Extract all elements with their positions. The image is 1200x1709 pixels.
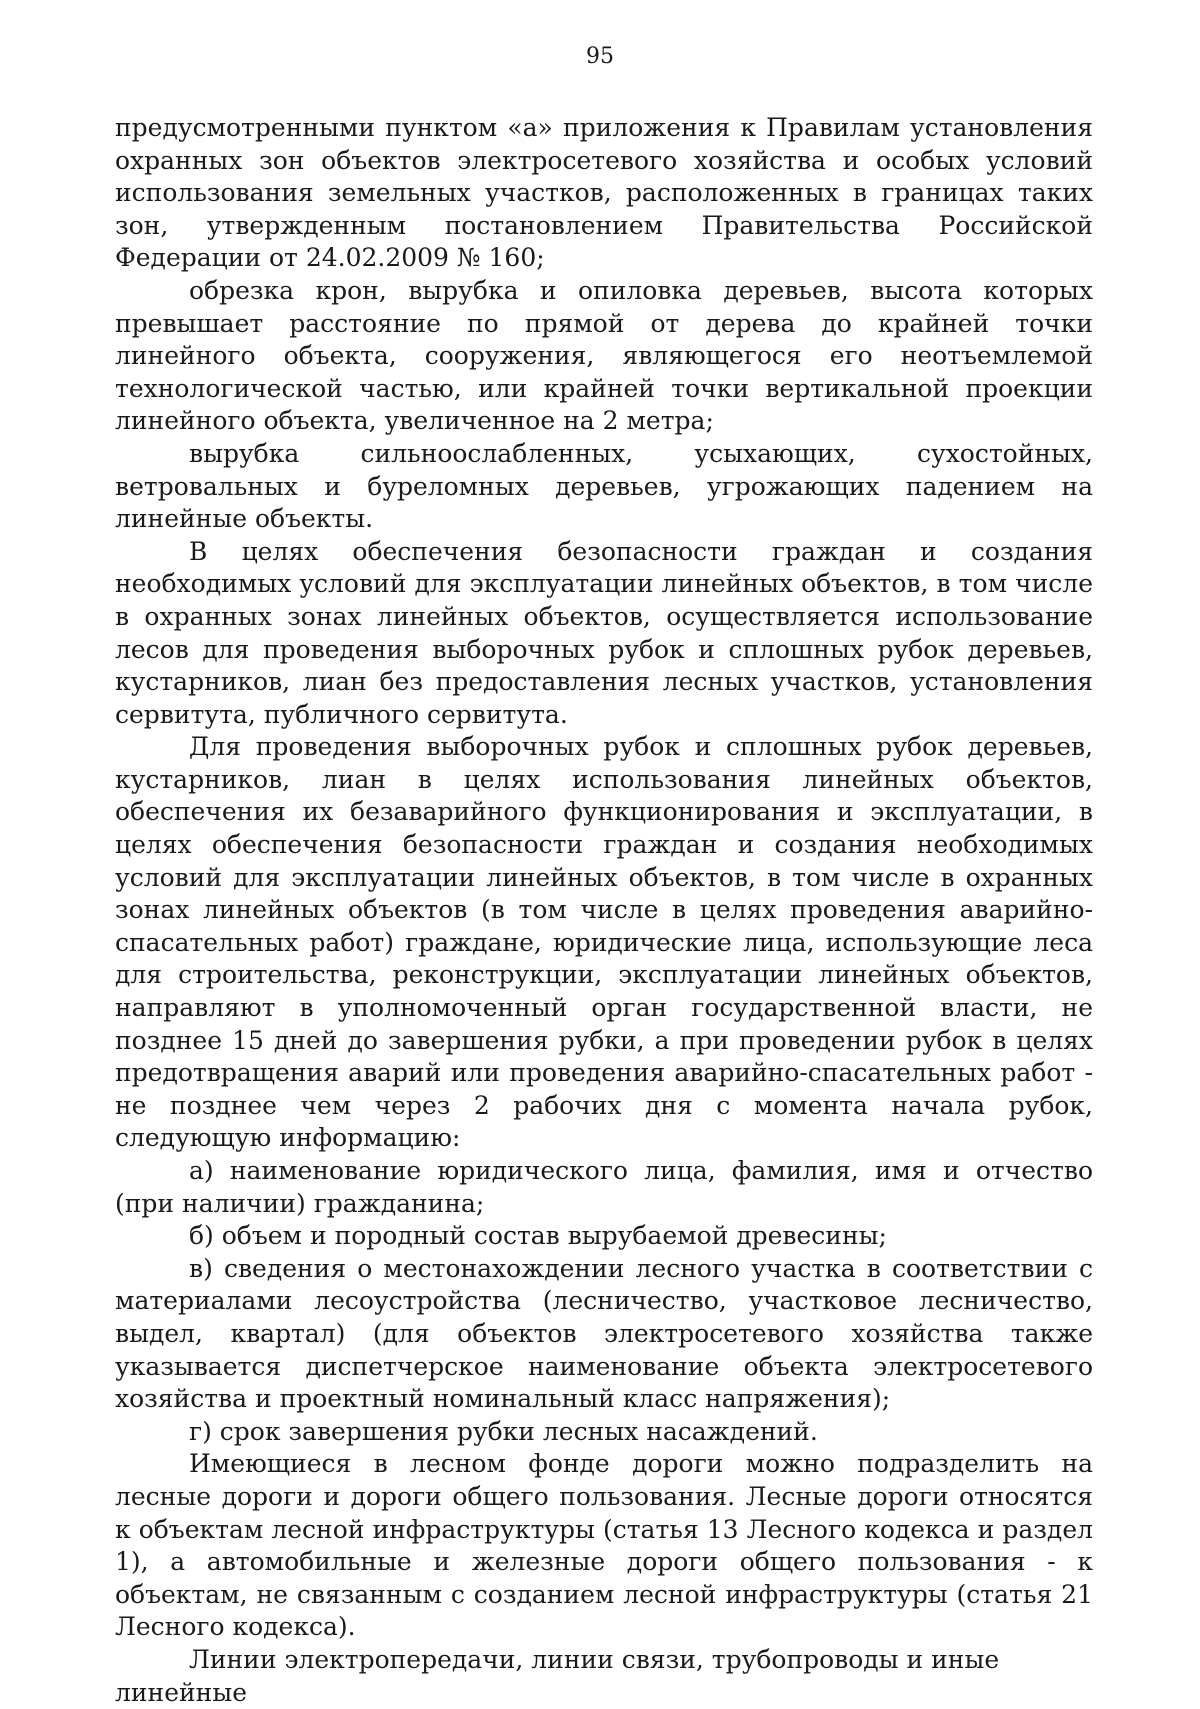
paragraph-crown-trimming: обрезка крон, вырубка и опиловка деревьев, высота которых превышает расстояние по прямой от дерева до крайней точки линейного объекта, сооружения, являющегося его неотъемлемой технологической частью, или крайней точки вертикальной проекции линейного объекта, увеличенное на 2 метра; — [115, 275, 1093, 436]
list-item-b: б) объем и породный состав вырубаемой древесины; — [189, 1221, 887, 1251]
paragraph-safety-purpose: В целях обеспечения безопасности граждан и создания необходимых условий для эксплуатации линейных объектов, в том числе в охранных зонах линейных объектов, осуществляется использование лесов для проведения выборочных рубок и сплошных рубок деревьев, кустарников, лиан без предоставления лесных участков, установления сервитута, публичного сервитута. — [115, 536, 1093, 729]
list-item-d: г) срок завершения рубки лесных насаждений. — [189, 1416, 818, 1446]
list-item-a: а) наименование юридического лица, фамилия, имя и отчество (при наличии) гражданина; — [115, 1156, 1093, 1218]
paragraph-continuation: предусмотренными пунктом «а» приложения к Правилам установления охранных зон объектов электросетевого хозяйства и особых условий использования земельных участков, расположенных в границах таких зон, утвержденным постановлением Правительства Российской Федерации от 24.02.2009 № 160; — [115, 113, 1093, 273]
document-body — [115, 112, 1093, 1709]
list-item-c: в) сведения о местонахождении лесного участка в соответствии с материалами лесоустройства (лесничество, участковое лесничество, выдел, квартал) (для объектов электросетевого хозяйства также указывается диспетчерское наименование объекта электросетевого хозяйства и проектный номинальный класс напряжения); — [115, 1253, 1093, 1414]
paragraph-linear-objects: Линии электропередачи, линии связи, трубопроводы и иные линейные — [115, 1644, 1000, 1707]
paragraph-weakened-trees: вырубка сильноослабленных, усыхающих, сухостойных, ветровальных и буреломных деревьев, угрожающих падением на линейные объекты. — [115, 438, 1093, 534]
paragraph-forest-roads: Имеющиеся в лесном фонде дороги можно подразделить на лесные дороги и дороги общего пользования. Лесные дороги относятся к объектам лесной инфраструктуры (статья 13 Лесного кодекса и раздел 1), а автомобильные и железные дороги общего пользования - к объектам, не связанным с созданием лесной инфраструктуры (статья 21 Лесного кодекса). — [115, 1449, 1093, 1642]
page-number: 95 — [586, 44, 614, 69]
paragraph-logging-notice: Для проведения выборочных рубок и сплошных рубок деревьев, кустарников, лиан в целях использования линейных объектов, обеспечения их безаварийного функционирования и эксплуатации, в целях обеспечения безопасности граждан и создания необходимых условий для эксплуатации линейных объектов, в том числе в охранных зонах линейных объектов (в том числе в целях проведения аварийно-спасательных работ) граждане, юридические лица, использующие леса для строительства, реконструкции, эксплуатации линейных объектов, направляют в уполномоченный орган государственной власти, не позднее 15 дней до завершения рубки, а при проведении рубок в целях предотвращения аварий или проведения аварийно-спасательных работ - не позднее чем через 2 рабочих дня с момента начала рубок, следующую информацию: — [115, 732, 1093, 1153]
